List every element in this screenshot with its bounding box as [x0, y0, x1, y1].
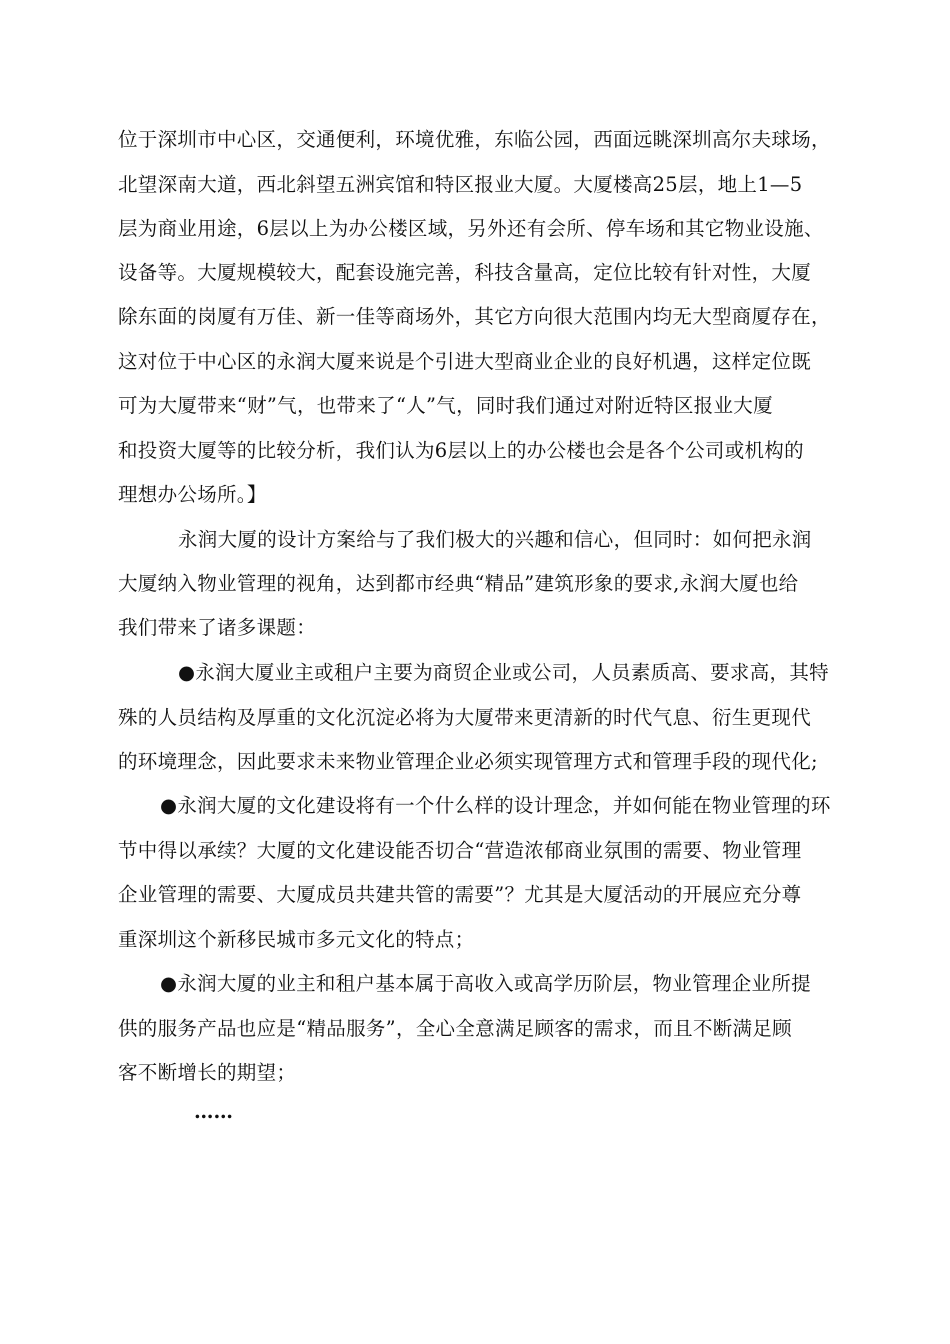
bullet-item: ●永润大厦的业主和租户基本属于高收入或高学历阶层，物业管理企业所提	[160, 972, 811, 995]
text-line: 重深圳这个新移民城市多元文化的特点；	[118, 928, 475, 951]
text-line: 客不断增长的期望；	[118, 1061, 297, 1084]
text-line: 位于深圳市中心区，交通便利，环境优雅，东临公园，西面远眺深圳高尔夫球场，	[118, 128, 831, 151]
ellipsis: ……	[194, 1100, 233, 1123]
text-line: 层为商业用途，6层以上为办公楼区域，另外还有会所、停车场和其它物业设施、	[118, 217, 824, 240]
text-line: 理想办公场所。】	[118, 483, 267, 506]
bullet-item: ●永润大厦业主或租户主要为商贸企业或公司，人员素质高、要求高，其特	[178, 661, 829, 684]
text-line: 这对位于中心区的永润大厦来说是个引进大型商业企业的良好机遇，这样定位既	[118, 350, 812, 373]
text-line: 大厦纳入物业管理的视角，达到都市经典“精品”建筑形象的要求,永润大厦也给	[118, 572, 799, 595]
text-line: 可为大厦带来“财”气，也带来了“人”气，同时我们通过对附近特区报业大厦	[118, 394, 773, 417]
text-line: 供的服务产品也应是“精品服务”，全心全意满足顾客的需求，而且不断满足顾	[118, 1017, 792, 1040]
text-line: 除东面的岗厦有万佳、新一佳等商场外，其它方向很大范围内均无大型商厦存在，	[118, 305, 831, 328]
text-line: 殊的人员结构及厚重的文化沉淀必将为大厦带来更清新的时代气息、衍生更现代	[118, 706, 812, 729]
text-line: 我们带来了诸多课题：	[118, 616, 317, 639]
text-line: 的环境理念，因此要求未来物业管理企业必须实现管理方式和管理手段的现代化;	[118, 750, 818, 773]
text-line: 北望深南大道，西北斜望五洲宾馆和特区报业大厦。大厦楼高25层，地上1—5	[118, 173, 803, 196]
text-line: 企业管理的需要、大厦成员共建共管的需要”？尤其是大厦活动的开展应充分尊	[118, 883, 802, 906]
bullet-item: ●永润大厦的文化建设将有一个什么样的设计理念，并如何能在物业管理的环	[160, 794, 831, 817]
paragraph-first-line: 永润大厦的设计方案给与了我们极大的兴趣和信心，但同时：如何把永润	[178, 528, 812, 551]
text-line: 和投资大厦等的比较分析，我们认为6层以上的办公楼也会是各个公司或机构的	[118, 439, 804, 462]
text-line: 节中得以承续？大厦的文化建设能否切合“营造浓郁商业氛围的需要、物业管理	[118, 839, 802, 862]
text-line: 设备等。大厦规模较大，配套设施完善，科技含量高，定位比较有针对性，大厦	[118, 261, 812, 284]
